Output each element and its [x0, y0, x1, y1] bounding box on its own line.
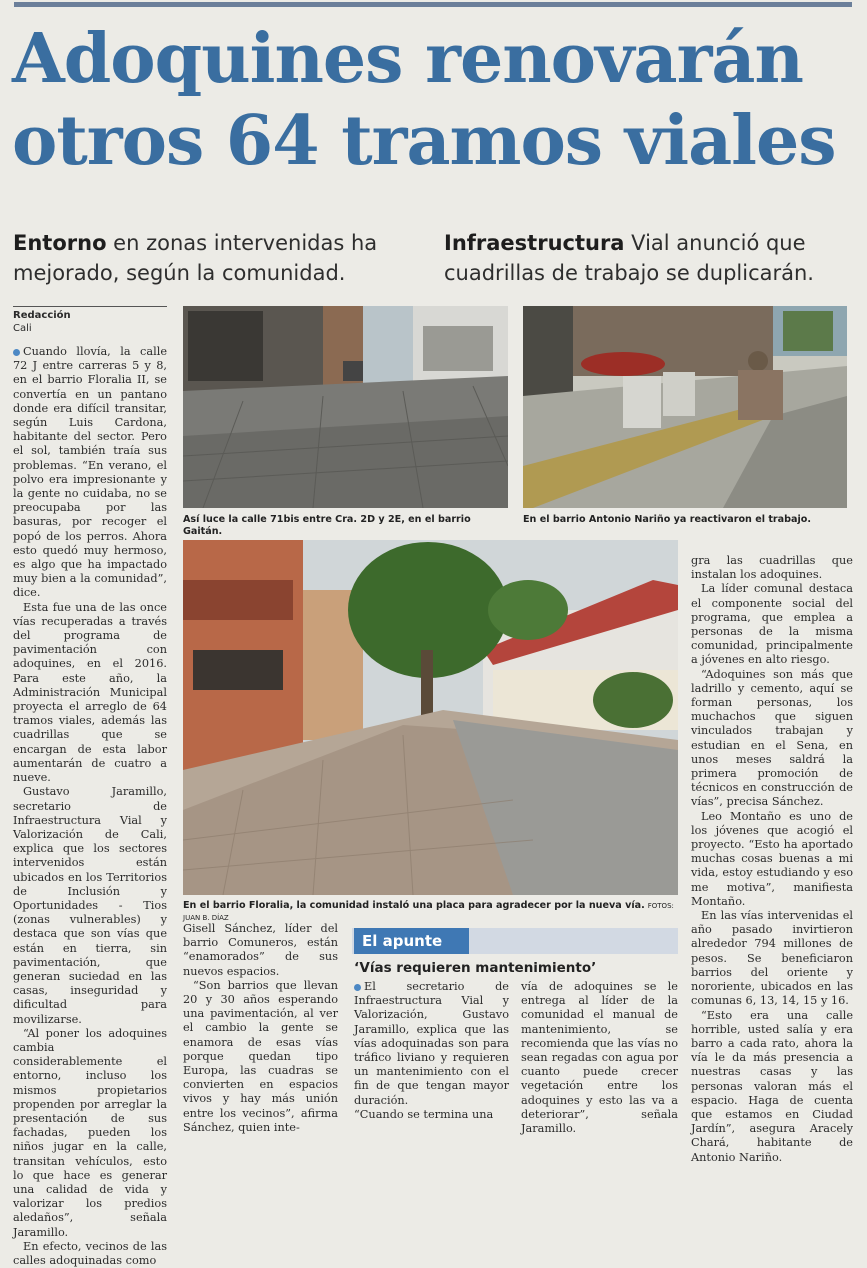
paragraph: Leo Montaño es uno de los jóvenes que acogió el proyecto. “Esto ha aportado muchas cosas buenas a mi vida, estoy estudiando y eso me motiva”, manifiesta Montaño. — [691, 809, 853, 908]
paragraph: vía de adoquines se le entrega al líder de la comunidad el manual de mantenimiento, se recomienda que las vías no sean regadas con agua por cuanto puede crecer vegetación entre los adoquines y esto las va a deteriorar”, señala Jaramillo. — [521, 980, 678, 1136]
paragraph — [13, 345, 167, 601]
deck-left-text: en zonas intervenidas ha mejorado, según la comunidad. — [13, 231, 378, 285]
column-1 — [13, 345, 167, 1268]
deck-right — [444, 228, 859, 288]
paragraph: “Cuando se termina una — [354, 1107, 494, 1121]
paragraph-text: Cuando llovía, la calle 72 J entre carreras 5 y 8, en el barrio Floralia II, se convertía en un pantano donde era difícil transitar, según Luis Cardona, habitante del sector. Pero el sol, también traía sus problemas. “En verano, el polvo era impresionante y la gente no cuidaba, no se preocupaba por las basuras, por recoger el popó de los perros. Ahora esto quedó muy hermoso, es algo que ha impactado muy bien a la comunidad”, dice. — [13, 345, 167, 600]
paragraph: “Esto era una calle horrible, usted salía y era barro a cada rato, ahora la vía le da más presencia a nuestras casas y las personas valoran más el espacio. Haga de cuenta que estamos en Ciudad Jardín”, asegura Aracely Chará, habitante de Antonio Nariño. — [691, 1008, 853, 1164]
apunte-column-b — [521, 980, 678, 1136]
photo-worker-antonio-narino — [523, 306, 847, 508]
photo-1-caption: Así luce la calle 71bis entre Cra. 2D y 2E, en el barrio Gaitán. — [183, 514, 471, 537]
photo-floralia-street — [183, 540, 678, 895]
paragraph — [354, 980, 509, 1108]
apunte-column-a — [354, 980, 509, 1122]
apunte-title: ‘Vías requieren mantenimiento’ — [354, 960, 597, 976]
column-2 — [183, 922, 338, 1135]
column-4 — [691, 554, 853, 1165]
paragraph: Gustavo Jaramillo, secretario de Infraestructura Vial y Valorización de Cali, explica que los sectores intervenidos están ubicados en los Territorios de Inclusión y Oportunidades - Tios (zonas vulnerables) y destaca que son vías que están en tierra, sin pavimentación, que generan suciedad en las casas, inseguridad y dificultad para movilizarse. — [13, 785, 167, 1026]
byline-city: Cali — [13, 323, 32, 334]
photo-street-gaitan — [183, 306, 508, 508]
paragraph-text: El secretario de Infraestructura Vial y Valorización, Gustavo Jaramillo, explica que las vías adoquinadas son para tráfico liviano y requieren un mantenimiento con el fin de que tengan mayor duración. — [354, 980, 509, 1107]
paragraph: gra las cuadrillas que instalan los adoquines. — [691, 554, 853, 582]
paragraph: En efecto, vecinos de las calles adoquinadas como — [13, 1239, 167, 1267]
headline-line-2: otros 64 tramos viales — [12, 101, 836, 181]
deck-right-lead: Infraestructura — [444, 231, 625, 255]
paragraph: En las vías intervenidas el año pasado invirtieron alrededor 794 millones de pesos. Se beneficiaron barrios del oriente y nororiente, ubicados en las comunas 6, 13, 14, 15 y 16. — [691, 909, 853, 1008]
headline-line-1: Adoquines renovarán — [12, 19, 803, 99]
bullet-dot-icon — [13, 349, 20, 356]
headline — [12, 18, 857, 182]
paragraph: Gisell Sánchez, líder del barrio Comuneros, están “enamorados” de sus nuevos espacios. — [183, 922, 338, 978]
photo-credit: FOTOS: JUAN B. DÍAZ — [183, 902, 674, 922]
photo-2-caption: En el barrio Antonio Nariño ya reactivaron el trabajo. — [523, 514, 811, 525]
paragraph: La líder comunal destaca el componente social del programa, que emplea a personas de la misma comunidad, principalmente a jóvenes en alto riesgo. — [691, 582, 853, 667]
paragraph: Esta fue una de las once vías recuperadas a través del programa de pavimentación con adoquines, en el 2016. Para este año, la Administración Municipal proyecta el arreglo de 64 tramos viales, además las cuadrillas que se encargan de esta labor aumentarán de cuatro a nueve. — [13, 600, 167, 785]
deck-left-lead: Entorno — [13, 231, 107, 255]
deck-left — [13, 228, 413, 288]
bullet-dot-icon — [354, 984, 361, 991]
byline-author: Redacción — [13, 310, 71, 321]
top-rule — [14, 2, 852, 7]
byline — [13, 306, 167, 335]
photo-3-caption-text: En el barrio Floralia, la comunidad instaló una placa para agradecer por la nueva vía. — [183, 900, 645, 911]
paragraph: “Son barrios que llevan 20 y 30 años esperando una pavimentación, al ver el cambio la gente se enamora de esas vías porque quedan tipo Europa, las cuadras se convierten en espacios vivos y hay más unión entre los vecinos”, afirma Sánchez, quien inte- — [183, 978, 338, 1134]
photo-3-caption — [183, 900, 678, 924]
paragraph: “Adoquines son más que ladrillo y cemento, aquí se forman personas, los muchachos que siguen vinculados trabajan y estudian en el Sena, en unos meses saldrá la primera promoción de técnicos en construcción de vías”, precisa Sánchez. — [691, 667, 853, 809]
paragraph: “Al poner los adoquines cambia considerablemente el entorno, incluso los mismos propietarios propenden por arreglar la presentación de sus fachadas, pueden los niños jugar en la calle, transitan vehículos, esto lo que hace es generar una calidad de vida y valorizar los predios aledaños”, señala Jaramillo. — [13, 1026, 167, 1239]
apunte-tag: El apunte — [354, 928, 469, 954]
deck-right-text: Vial anunció que cuadrillas de trabajo se duplicarán. — [444, 231, 814, 285]
